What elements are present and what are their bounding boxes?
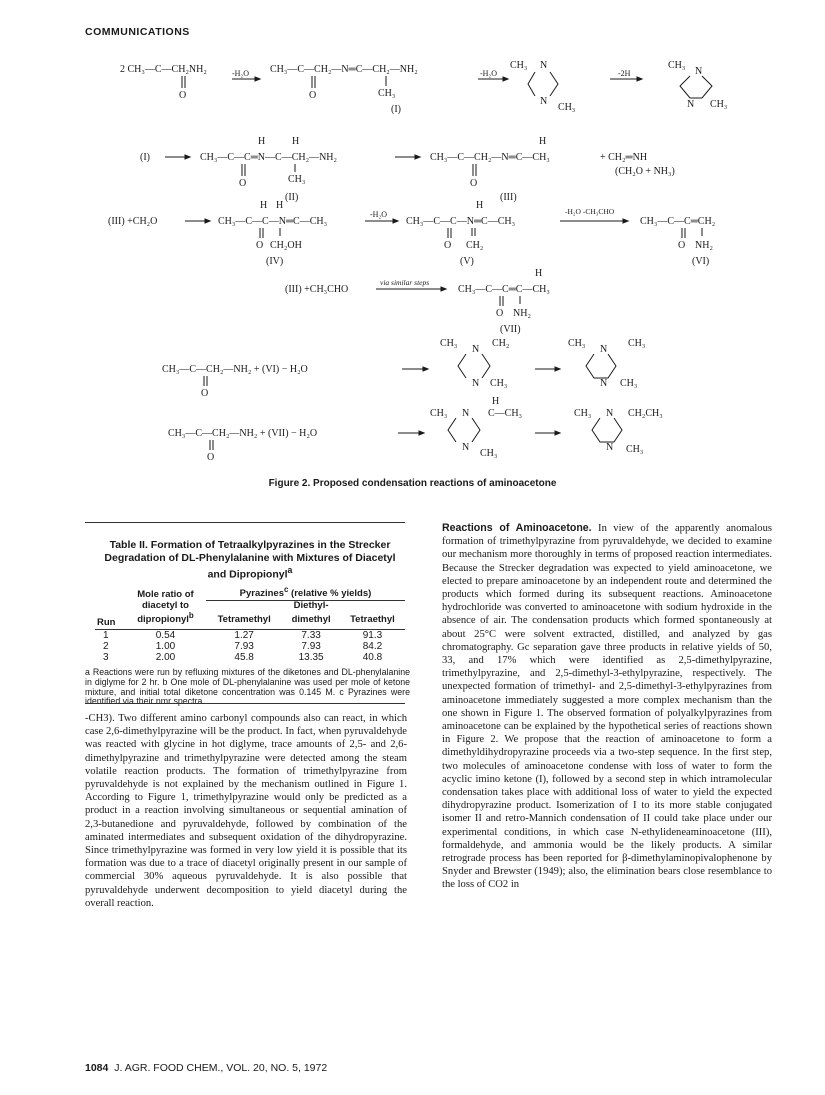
svg-text:N: N — [600, 344, 608, 355]
svg-text:CH₃—C—C—N═C—CH₃: CH₃—C—C—N═C—CH₃ — [406, 216, 516, 227]
svg-text:CH₃: CH₃ — [628, 338, 646, 349]
svg-text:N: N — [462, 442, 470, 453]
svg-text:N: N — [687, 99, 695, 110]
table-title-line-1: Table II. Formation of Tetraalkylpyrazines in the Strecker — [109, 539, 391, 551]
svg-text:N: N — [540, 60, 548, 71]
svg-text:CH₃: CH₃ — [480, 448, 498, 459]
svg-text:N: N — [606, 442, 614, 453]
cell-tetraethyl: 91.3 — [362, 629, 383, 641]
cell-tetramethyl: 45.8 — [234, 651, 254, 663]
svg-text:CH₂: CH₂ — [492, 338, 510, 349]
left-column-text — [85, 712, 407, 910]
svg-text:N: N — [540, 96, 548, 107]
label-III: (III) — [500, 192, 517, 203]
col-tetramethyl: Tetramethyl — [217, 614, 271, 626]
reaction-scheme — [80, 52, 760, 472]
scheme-row-3 — [108, 200, 715, 267]
svg-text:NH₂: NH₂ — [513, 308, 531, 319]
cell-ratio: 2.00 — [155, 651, 176, 663]
svg-text:H: H — [276, 200, 284, 211]
svg-text:CH₂OH: CH₂OH — [270, 240, 302, 251]
svg-text:-H₂O: -H₂O — [480, 69, 498, 78]
svg-text:O: O — [444, 240, 452, 251]
section-body: In view of the apparently anomalous formation of trimethylpyrazine from pyruvaldehyde, we decided to examine our mechanism more thoroughly in terms of proposed reaction intermediates. Because the Strecker degradation was expected to yield aminoacetone, we elected to prepare aminoacetone by an independent route and determined the products which formed during its subsequent reactions. Aminoacetone hydrochloride was converted to aminoacetone with sodium hydroxide in the absence of air. The condensation products which formed spontaneously at about 25°C were solvent extracted, distilled, and analyzed by gas chromatography. Gc separation gave three products in relative yields of 50, 33, and 17% which were identified as 2,5-dimethylpyrazine, trimethylpyrazine, and 2,5-dimethyl-3-ethylpyrazine, respectively. The unexpected formation of trimethyl- and 2,5-dimethyl-3-ethylpyrazines from aminoacetone immediately suggested a more complex mechanism than the one shown in Figure 1. The observed formation of polyalkylpyrazines from aminoacetone can be explained by the hypothetical series of reactions shown in Figure 2. We propose that the reaction of aminoacetone to form a dimethyldihydropyrazine proceeds via a two-step sequence. In the first step, two molecules of aminoacetone condense with loss of water to form the acyclic imino ketone (I), followed by a second step in which intramolecular condensation takes place with additional loss of water to yield the expected dihydropyrazine product. Isomerization of I to its more stable conjugated isomer II and retro-Mannich condensation of II could take place under our experimental conditions, in which case N-ethylideneaminoacetone (III), formaldehyde, and ammonia would be the likely products. A similar retrograde process has been reported for β-dimethylaminopivalophenone by Snyder and Brewster (1949); also, the elimination bears close resemblance to the loss of CO2 in — [442, 523, 772, 891]
svg-text:CH₃: CH₃ — [710, 99, 728, 110]
col-group-rest: (relative % yields) — [288, 588, 372, 600]
running-header: COMMUNICATIONS — [85, 26, 190, 38]
table-row — [95, 629, 405, 641]
cell-run: 3 — [103, 651, 109, 663]
table-footnote: a Reactions were run by refluxing mixtures of the diketones and DL-phenylalanine in diglyme for 2 hr. b One mole of DL-phenylalanine was used per mole of ketone mixture, and initial total diketone concentration was 0.145 M. c Pyrazines were identified via their nmr spectra. — [85, 667, 410, 707]
col-ratio-1: Mole ratio of — [137, 588, 194, 600]
svg-text:O: O — [470, 178, 478, 189]
svg-text:CH₃: CH₃ — [574, 408, 592, 419]
svg-text:N: N — [695, 66, 703, 77]
scheme-row-6 — [168, 396, 663, 463]
label-I: (I) — [391, 104, 401, 115]
figure-caption: Figure 2. Proposed condensation reactions of aminoacetone — [268, 478, 557, 489]
svg-text:N: N — [606, 408, 614, 419]
svg-text:via similar steps: via similar steps — [380, 278, 430, 287]
page-footer — [85, 1062, 327, 1074]
svg-text:O: O — [256, 240, 264, 251]
svg-text:N: N — [472, 344, 480, 355]
scheme-row-4 — [285, 268, 550, 335]
table-title-line-2: Degradation of DL-Phenylalanine with Mixtures of Diacetyl — [104, 551, 396, 564]
cell-run: 2 — [103, 640, 109, 652]
svg-text:H: H — [260, 200, 268, 211]
svg-text:O: O — [239, 178, 247, 189]
svg-text:N: N — [472, 378, 480, 389]
svg-text:H: H — [258, 136, 266, 147]
svg-text:O: O — [309, 90, 317, 101]
table-row — [95, 641, 405, 652]
svg-text:CH₃: CH₃ — [490, 378, 508, 389]
col-ratio-3-text: dipropionyl — [137, 614, 189, 626]
label-VII: (VII) — [500, 324, 521, 335]
cell-ratio: 0.54 — [155, 629, 176, 641]
label-V: (V) — [460, 256, 474, 267]
col-diethyl-1: Diethyl- — [293, 599, 329, 611]
svg-text:-H₂O -CH₃CHO: -H₂O -CH₃CHO — [565, 207, 615, 216]
svg-text:CH₃—C—C═C—CH₃: CH₃—C—C═C—CH₃ — [458, 284, 550, 295]
col-ratio-sup: b — [188, 611, 194, 621]
svg-text:H: H — [476, 200, 484, 211]
svg-text:CH₃—C—CH₂—N═C—CH₂—NH₂: CH₃—C—CH₂—N═C—CH₂—NH₂ — [270, 64, 418, 75]
col-group-label: Pyrazines — [239, 588, 284, 600]
label-VI: (VI) — [692, 256, 710, 267]
scheme-row-1 — [120, 60, 727, 115]
table-bottom-rule — [85, 703, 405, 704]
page-number: 1084 — [85, 1062, 109, 1074]
svg-text:N: N — [462, 408, 470, 419]
cell-run: 1 — [103, 629, 109, 641]
svg-text:O: O — [678, 240, 686, 251]
col-diethyl-2: dimethyl — [291, 614, 331, 626]
section-heading: Reactions of Aminoacetone. — [442, 522, 592, 534]
svg-text:(CH₂O + NH₃): (CH₂O + NH₃) — [615, 166, 675, 177]
svg-text:H: H — [535, 268, 543, 279]
svg-text:O: O — [179, 90, 187, 101]
svg-text:(III) +CH₃CHO: (III) +CH₃CHO — [285, 284, 349, 295]
cell-ratio: 1.00 — [155, 640, 176, 652]
svg-text:CH₃—C—CH₂—NH₂ + (VII) − H₂O: CH₃—C—CH₂—NH₂ + (VII) − H₂O — [168, 428, 318, 439]
svg-text:CH₃—C—CH₂—NH₂ + (VI) − H₂O: CH₃—C—CH₂—NH₂ + (VI) − H₂O — [162, 364, 308, 375]
cell-tetramethyl: 1.27 — [234, 629, 254, 641]
svg-text:N: N — [600, 378, 608, 389]
svg-text:CH₃: CH₃ — [568, 338, 586, 349]
svg-text:CH₃: CH₃ — [430, 408, 448, 419]
right-column-paragraph — [442, 522, 772, 892]
table-title — [85, 539, 415, 581]
scheme-row-5 — [162, 338, 645, 399]
cell-tetramethyl: 7.93 — [234, 640, 254, 652]
col-run: Run — [97, 617, 116, 629]
label-IV: (IV) — [266, 256, 284, 267]
cell-tetraethyl: 40.8 — [362, 651, 383, 663]
table-row — [95, 652, 405, 663]
svg-text:C—CH₃: C—CH₃ — [488, 408, 523, 419]
table-title-footnote-mark: a — [287, 565, 293, 575]
cell-diethyldimethyl: 7.93 — [301, 640, 321, 652]
col-tetraethyl: Tetraethyl — [350, 614, 395, 626]
svg-text:CH₂: CH₂ — [466, 240, 484, 251]
svg-text:CH₃: CH₃ — [626, 444, 644, 455]
svg-text:2 CH₃—C—CH₂NH₂: 2 CH₃—C—CH₂NH₂ — [120, 64, 207, 75]
svg-text:O: O — [207, 452, 215, 463]
svg-text:CH₃: CH₃ — [378, 88, 396, 99]
right-column-text — [442, 522, 772, 892]
svg-text:(III) +CH₂O: (III) +CH₂O — [108, 216, 158, 227]
svg-text:CH₃—C—C—N═C—CH₃: CH₃—C—C—N═C—CH₃ — [218, 216, 328, 227]
svg-text:CH₃: CH₃ — [288, 174, 306, 185]
table-title-line-3: and Dipropionyl — [207, 568, 288, 581]
svg-text:-2H: -2H — [618, 69, 631, 78]
svg-text:H: H — [292, 136, 300, 147]
col-ratio-3 — [125, 611, 206, 629]
svg-text:CH₃: CH₃ — [440, 338, 458, 349]
svg-text:H: H — [492, 396, 500, 407]
svg-text:CH₃: CH₃ — [510, 60, 528, 71]
svg-text:+ CH₂═NH: + CH₂═NH — [600, 152, 648, 163]
table-top-rule — [85, 522, 405, 523]
journal-citation: J. AGR. FOOD CHEM., VOL. 20, NO. 5, 1972 — [114, 1062, 328, 1074]
col-group — [206, 585, 405, 600]
svg-text:O: O — [201, 388, 209, 399]
svg-text:CH₃: CH₃ — [620, 378, 638, 389]
svg-text:(I): (I) — [140, 152, 150, 163]
svg-text:CH₂CH₃: CH₂CH₃ — [628, 408, 663, 419]
svg-text:CH₃—C—C═CH₂: CH₃—C—C═CH₂ — [640, 216, 716, 227]
svg-text:CH₃—C—C═N—C—CH₂—NH₂: CH₃—C—C═N—C—CH₂—NH₂ — [200, 152, 338, 163]
svg-text:O: O — [496, 308, 504, 319]
col-group-sup: c — [284, 585, 289, 594]
svg-text:-H₂O: -H₂O — [232, 69, 250, 78]
svg-text:CH₃—C—CH₂—N═C—CH₃: CH₃—C—CH₂—N═C—CH₃ — [430, 152, 550, 163]
data-table — [95, 585, 405, 663]
col-ratio-2: diacetyl to — [141, 599, 189, 611]
cell-diethyldimethyl: 13.35 — [298, 651, 324, 663]
label-II: (II) — [285, 192, 299, 203]
svg-text:H: H — [539, 136, 547, 147]
scheme-row-2 — [140, 136, 675, 203]
svg-text:CH₃: CH₃ — [558, 102, 576, 113]
svg-text:-H₂O: -H₂O — [370, 210, 388, 219]
cell-tetraethyl: 84.2 — [362, 640, 383, 652]
svg-text:CH₃: CH₃ — [668, 60, 686, 71]
left-column-paragraph: -CH3). Two different amino carbonyl compounds also can react, in which case 2,6-dimethylpyrazine will be the product. In fact, when pyruvaldehyde was reacted with glycine in hot diglyme, trace amounts of 2,5- and 2,6-dimethylpyrazine and trimethylpyrazine were detected among the steam volatile reaction products. The formation of trimethylpyrazine from pyruvaldehyde is not explained by the mechanism outlined in Figure 1. According to Figure 1, trimethylpyrazine would only be predicted as a product in a reaction involving simultaneous or sequential amination of 2,3-butanedione and pyruvaldehyde, followed by combination of the aminated intermediates and subsequent oxidation of the dihydropyrazine. Since trimethylpyrazine was formed in very low yield it is possible that its formation was due to a trace of diacetyl originally present in our sample of commercial 30% aqueous pyruvaldehyde. It is also possible that pyruvaldehyde underwent decomposition to yield diacetyl during the overall reaction. — [85, 713, 407, 909]
svg-text:NH₂: NH₂ — [695, 240, 713, 251]
cell-diethyldimethyl: 7.33 — [301, 629, 321, 641]
